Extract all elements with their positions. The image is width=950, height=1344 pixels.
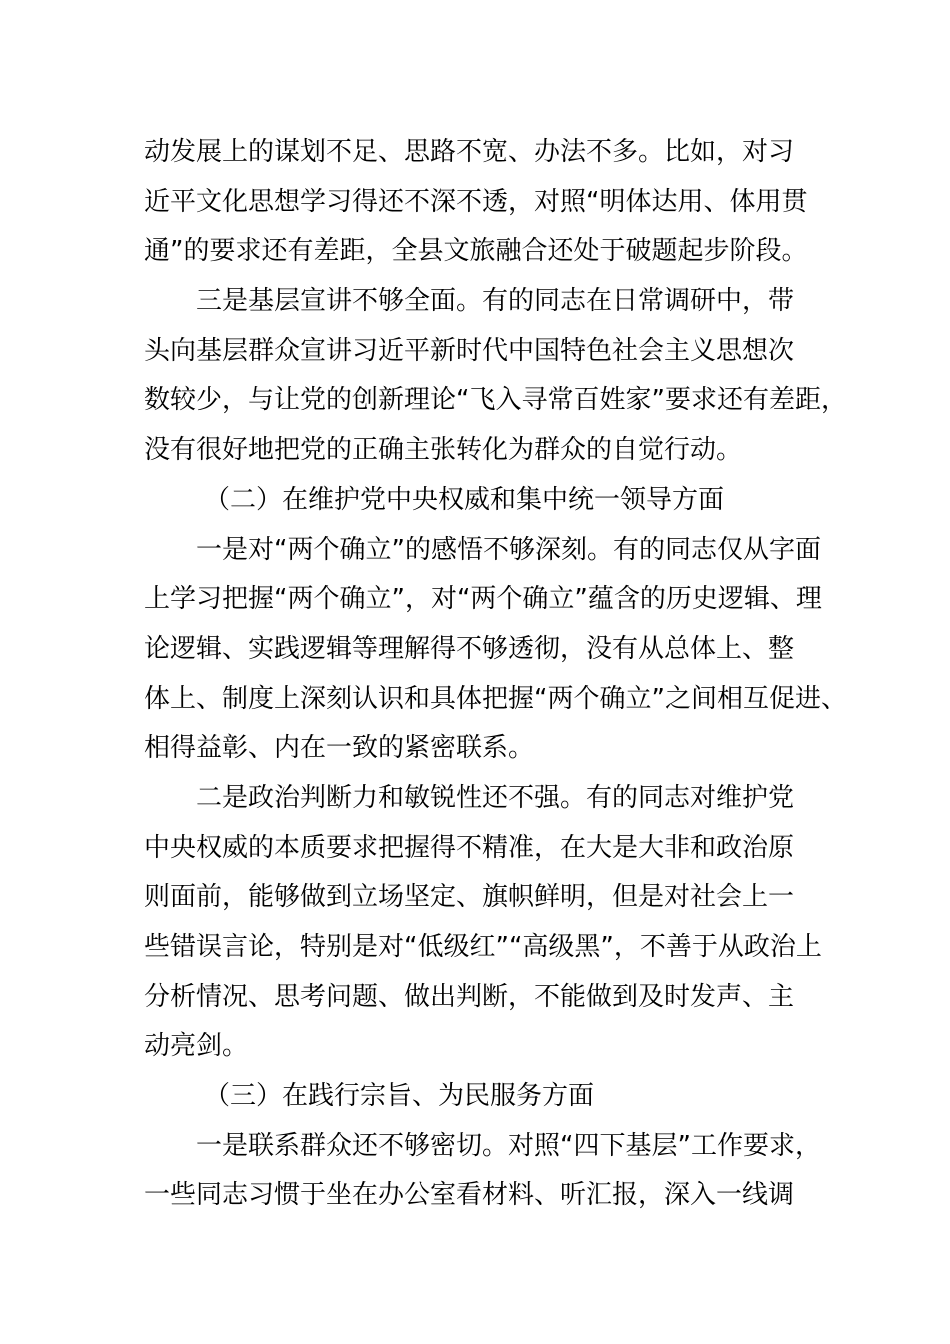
text-line: 一些同志习惯于坐在办公室看材料、听汇报，深入一线调: [144, 1180, 795, 1211]
text-line: 头向基层群众宣讲习近平新时代中国特色社会主义思想次: [144, 335, 795, 366]
paragraph-start-line: 一是联系群众还不够密切。对照“四下基层”工作要求，: [196, 1130, 821, 1161]
text-line: 体上、制度上深刻认识和具体把握“两个确立”之间相互促进、: [144, 683, 847, 714]
text-line: 相得益彰、内在一致的紧密联系。: [144, 733, 535, 764]
text-line: 分析情况、思考问题、做出判断，不能做到及时发声、主: [144, 981, 795, 1012]
text-line: 没有很好地把党的正确主张转化为群众的自觉行动。: [144, 435, 743, 466]
text-line: 论逻辑、实践逻辑等理解得不够透彻，没有从总体上、整: [144, 633, 795, 664]
paragraph-start-line: 二是政治判断力和敏锐性还不强。有的同志对维护党: [196, 782, 795, 813]
text-line: 中央权威的本质要求把握得不精准，在大是大非和政治原: [144, 832, 795, 863]
section-heading: （二）在维护党中央权威和集中统一领导方面: [204, 484, 725, 515]
body-text: [144, 128, 847, 1221]
paragraph-start-line: 三是基层宣讲不够全面。有的同志在日常调研中，带: [196, 286, 795, 317]
section-heading: （三）在践行宗旨、为民服务方面: [204, 1081, 595, 1112]
text-line: 动发展上的谋划不足、思路不宽、办法不多。比如，对习: [144, 137, 795, 167]
text-line: 数较少，与让党的创新理论“飞入寻常百姓家”要求还有差距，: [144, 385, 847, 416]
text-line: 则面前，能够做到立场坚定、旗帜鲜明，但是对社会上一: [144, 882, 795, 913]
text-line: 通”的要求还有差距，全县文旅融合还处于破题起步阶段。: [144, 236, 808, 267]
text-line: 些错误言论，特别是对“低级红”“高级黑”，不善于从政治上: [144, 932, 822, 962]
paragraph-start-line: 一是对“两个确立”的感悟不够深刻。有的同志仅从字面: [196, 534, 821, 565]
text-line: 近平文化思想学习得还不深不透，对照“明体达用、体用贯: [144, 186, 808, 217]
text-line: 上学习把握“两个确立”，对“两个确立”蕴含的历史逻辑、理: [144, 584, 822, 615]
text-line: 动亮剑。: [144, 1031, 249, 1062]
